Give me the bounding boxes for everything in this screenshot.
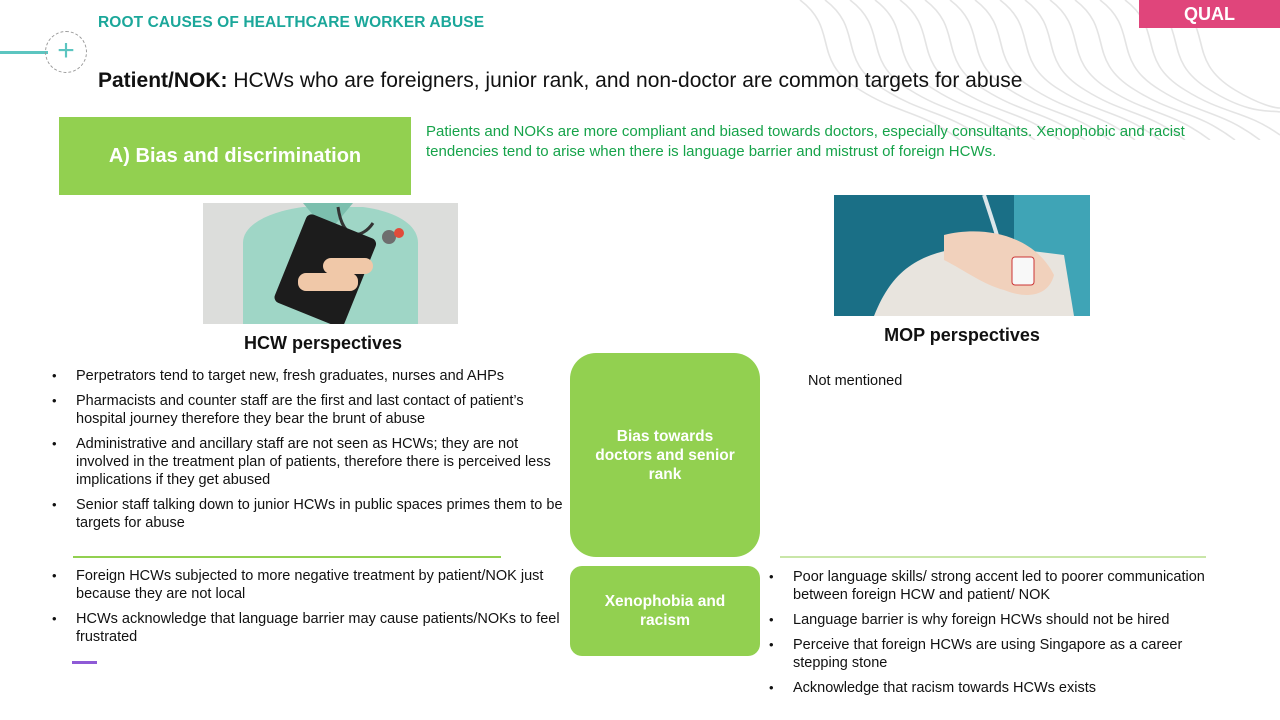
- mop-perspectives-heading: MOP perspectives: [884, 325, 1040, 345]
- list-item: • Foreign HCWs subjected to more negative treatment by patient/NOK just because they are not local: [52, 567, 572, 603]
- list-item: • Pharmacists and counter staff are the first and last contact of patient’s hospital journey therefore they bear the brunt of abuse: [52, 392, 572, 428]
- divider-right: [780, 556, 1206, 558]
- mop-xeno-list: [769, 568, 1229, 704]
- hcw-perspectives-heading: HCW perspectives: [243, 333, 403, 353]
- hcw-xeno-list: [52, 567, 572, 653]
- list-item: • Poor language skills/ strong accent led to poorer communication between foreign HCW and patient/ NOK: [769, 568, 1229, 604]
- headline-text: HCWs who are foreigners, junior rank, and non-doctor are common targets for abuse: [227, 69, 1023, 92]
- list-item: • Administrative and ancillary staff are not seen as HCWs; they are not involved in the treatment plan of patients, therefore there is perceived less implications if they get abused: [52, 435, 572, 489]
- list-item: • Perceive that foreign HCWs are using Singapore as a career stepping stone: [769, 636, 1229, 672]
- hcw-bias-list: [52, 367, 572, 539]
- accent-mark: [72, 661, 97, 664]
- list-item: • Perpetrators tend to target new, fresh graduates, nurses and AHPs: [52, 367, 572, 385]
- mop-bias-note: Not mentioned: [808, 373, 903, 389]
- list-item: • Language barrier is why foreign HCWs should not be hired: [769, 611, 1229, 629]
- list-item: • HCWs acknowledge that language barrier may cause patients/NOKs to feel frustrated: [52, 610, 572, 646]
- divider-left: [73, 556, 501, 558]
- category-bias-pill: Bias towards doctors and senior rank: [570, 353, 760, 557]
- qual-badge: QUAL: [1139, 0, 1280, 28]
- mop-photo-illustration: [834, 195, 1090, 316]
- list-item: • Senior staff talking down to junior HCWs in public spaces primes them to be targets for abuse: [52, 496, 572, 532]
- theme-box: A) Bias and discrimination: [59, 117, 411, 195]
- hcw-photo: [203, 203, 458, 324]
- mop-photo: [834, 195, 1090, 316]
- page-headline: [98, 69, 1022, 93]
- hcw-photo-illustration: [203, 203, 458, 324]
- logo-accent-line: [0, 51, 48, 54]
- headline-bold: Patient/NOK:: [98, 69, 228, 92]
- theme-summary: Patients and NOKs are more compliant and biased towards doctors, especially consultants. Xenophobic and racist tendencies tend to arise when there is language barrier and mistrust of foreign HCWs.: [426, 123, 1185, 160]
- list-item: • Acknowledge that racism towards HCWs exists: [769, 679, 1229, 697]
- section-title: ROOT CAUSES OF HEALTHCARE WORKER ABUSE: [98, 14, 485, 31]
- category-xeno-pill: Xenophobia and racism: [570, 566, 760, 656]
- plus-icon: +: [57, 34, 75, 67]
